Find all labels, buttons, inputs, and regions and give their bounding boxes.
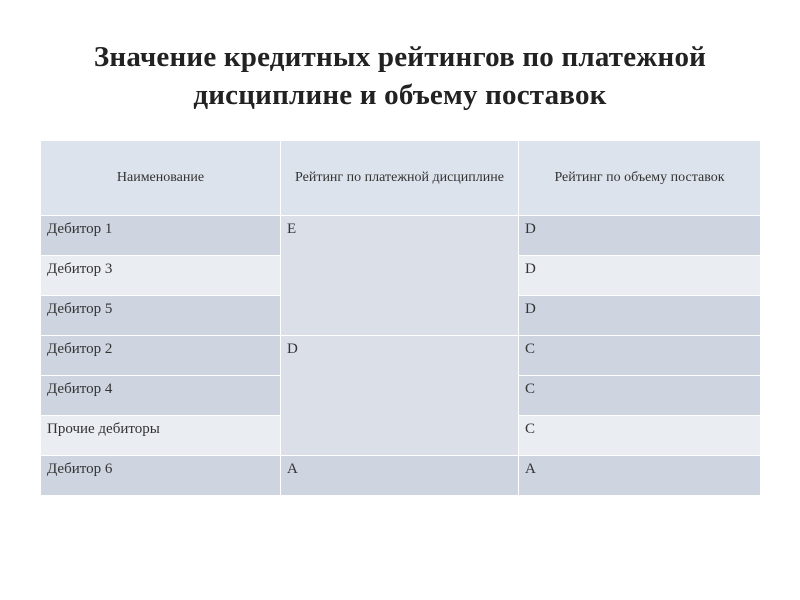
volume-rating-cell: C: [519, 376, 761, 416]
volume-rating-cell: D: [519, 296, 761, 336]
volume-rating-cell: C: [519, 336, 761, 376]
debtor-name: Дебитор 4: [41, 376, 281, 416]
volume-rating-cell: D: [519, 256, 761, 296]
debtor-name: Дебитор 1: [41, 216, 281, 256]
debtor-name: Дебитор 6: [41, 456, 281, 496]
ratings-table: [40, 140, 761, 496]
debtor-name: Прочие дебиторы: [41, 416, 281, 456]
table-row: [41, 456, 761, 496]
slide-title: [40, 38, 760, 114]
volume-rating-cell: D: [519, 216, 761, 256]
debtor-name: Дебитор 5: [41, 296, 281, 336]
payment-rating-cell: A: [281, 456, 519, 496]
debtor-name: Дебитор 3: [41, 256, 281, 296]
payment-rating-cell: D: [281, 336, 519, 456]
header-payment-rating: Рейтинг по платежной дисциплине: [281, 141, 519, 216]
volume-rating-cell: A: [519, 456, 761, 496]
table-header-row: [41, 141, 761, 216]
slide-title-line-1: Значение кредитных рейтингов по платежной: [93, 41, 707, 73]
volume-rating-cell: C: [519, 416, 761, 456]
table-row: [41, 336, 761, 376]
slide-title-line-2: дисциплине и объему поставок: [193, 79, 607, 111]
header-name: Наименование: [41, 141, 281, 216]
table-row: [41, 216, 761, 256]
debtor-name: Дебитор 2: [41, 336, 281, 376]
payment-rating-cell: E: [281, 216, 519, 336]
header-volume-rating: Рейтинг по объему поставок: [519, 141, 761, 216]
